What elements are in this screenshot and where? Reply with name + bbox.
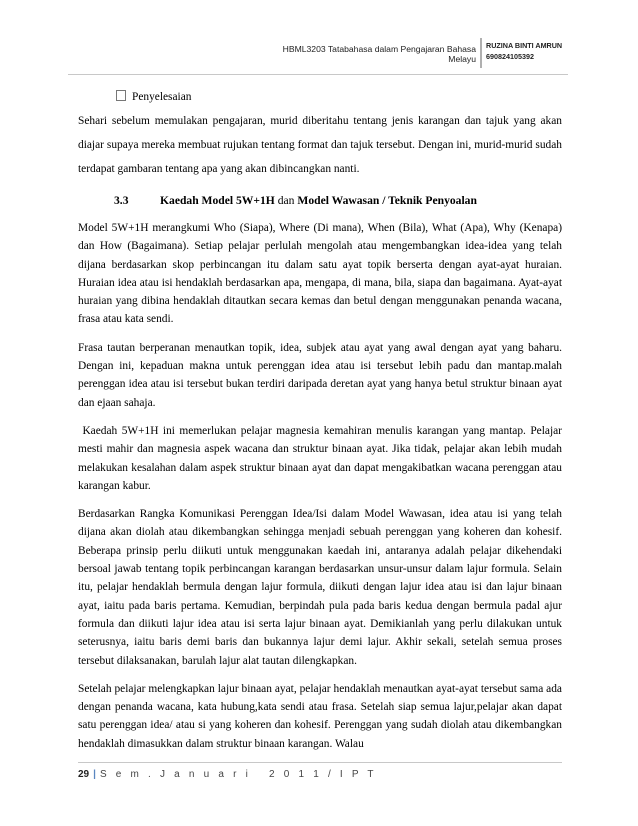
author-name: RUZINA BINTI AMRUN (486, 41, 563, 50)
section-title-part2: Model Wawasan / Teknik Penyoalan (297, 194, 477, 207)
header-divider (480, 38, 482, 68)
section-title-part1: Kaedah Model 5W+1H (160, 194, 275, 207)
intro-paragraph: Sehari sebelum memulakan pengajaran, murid diberitahu tentang jenis karangan dan tajuk yang akan diajar supaya mereka membuat rujukan tentang format dan tajuk tersebut. Dengan ini, murid-murid sudah terdapat gambaran tentang apa yang akan dibincangkan nanti. (78, 115, 562, 175)
document-body (78, 85, 565, 763)
body-paragraph: Setelah pelajar melengkapkan lajur binaan ayat, pelajar hendaklah menautkan ayat-ayat tersebut sama ada dengan penanda wacana, kata hubung,kata sendi atau frasa. Setelah siap semua lajur,pelajar akan dapat satu perenggan idea/ atau si yang koheren dan kohesif. Perenggan yang sudah diolah atau dikembangkan hendaklah dimasukkan dalam struktur binaan karangan. Walau (78, 682, 562, 750)
body-paragraph: Model 5W+1H merangkumi Who (Siapa), Where (Di mana), When (Bila), What (Apa), Why (Kenapa) dan How (Bagaimana). Setiap pelajar perlulah mengolah atau mengembangkan idea-idea yang telah dijana berdasarkan skop perbincangan itu dalam satu ayat topik berserta dengan ayat-ayat huraian. Huraian idea atau isi hendaklah berdasarkan apa, mengapa, di mana, bila, siapa dan bagaimana. Ayat-ayat huraian yang dibina hendaklah ditautkan secara kemas dan betul dengan menggunakan penanda wacana, frasa atau kata sendi. (78, 222, 562, 326)
header-rule (68, 74, 568, 75)
section-heading (78, 193, 562, 209)
body-paragraph: Berdasarkan Rangka Komunikasi Perenggan Idea/Isi dalam Model Wawasan, idea atau isi yang telah dijana akan diolah atau dikembangkan sehingga menjadi sebuah perenggan yang koheren dan kohesif. Beberapa prinsip perlu diikuti untuk menggunakan kaedah ini, antaranya adalah pelajar dikehendaki bersoal jawab tentang topik perbincangan karangan berdasarkan unsur-unsur dalam lajur formula. Selain itu, pelajar hendaklah bermula dengan lajur formula, diikuti dengan lajur idea atau isi dan lajur binaan ayat, iaitu pada baris pertama. Kemudian, berpindah pula pada baris kedua dengan bermula padal ajur formula dan diikuti lajur idea atau isi serta lajur binaan ayat. Demikianlah yang perlu dilakukan untuk seterusnya, iaitu baris demi baris dan bukannya lajur demi lajur. Akhir sekali, setelah semua proses tersebut dilaksanakan, barulah lajur alat tautan dilengkapkan. (78, 508, 562, 667)
bullet-box-icon (116, 90, 126, 101)
page-number: 29 (78, 769, 90, 780)
footer-separator: | (93, 769, 96, 780)
body-paragraph: Kaedah 5W+1H ini memerlukan pelajar magnesia kemahiran menulis karangan yang mantap. Pelajar mesti mahir dan magnesia aspek wacana dan struktur binaan ayat. Jika tidak, pelajar akan lebih mudah melakukan kesalahan dalam aspek struktur binaan ayat dan dapat mengakibatkan wacana perenggan atau karangan kabur. (78, 424, 565, 492)
author-block (486, 40, 596, 62)
footer-term: S e m . J a n u a r i 2 0 1 1 / I P T (99, 769, 377, 780)
page-footer (78, 769, 377, 780)
course-title: HBML3203 Tatabahasa dalam Pengajaran Bahasa Melayu (282, 44, 476, 64)
section-connector: dan (277, 194, 295, 207)
bullet-text: Penyelesaian (132, 91, 192, 103)
bullet-item (78, 85, 562, 109)
page-header (0, 34, 638, 78)
author-id: 690824105392 (486, 52, 534, 61)
body-paragraph: Frasa tautan berperanan menautkan topik, idea, subjek atau ayat yang awal dengan ayat yang baharu. Dengan ini, kepaduan makna untuk perenggan idea atau isi tersebut lebih padu dan mantap.malah perenggan idea atau isi tersebut bukan terdiri daripada deretan ayat yang hanya betul struktur binaan ayat dan ejaan sahaja. (78, 341, 562, 409)
footer-rule (78, 762, 562, 763)
section-number: 3.3 (114, 194, 129, 207)
